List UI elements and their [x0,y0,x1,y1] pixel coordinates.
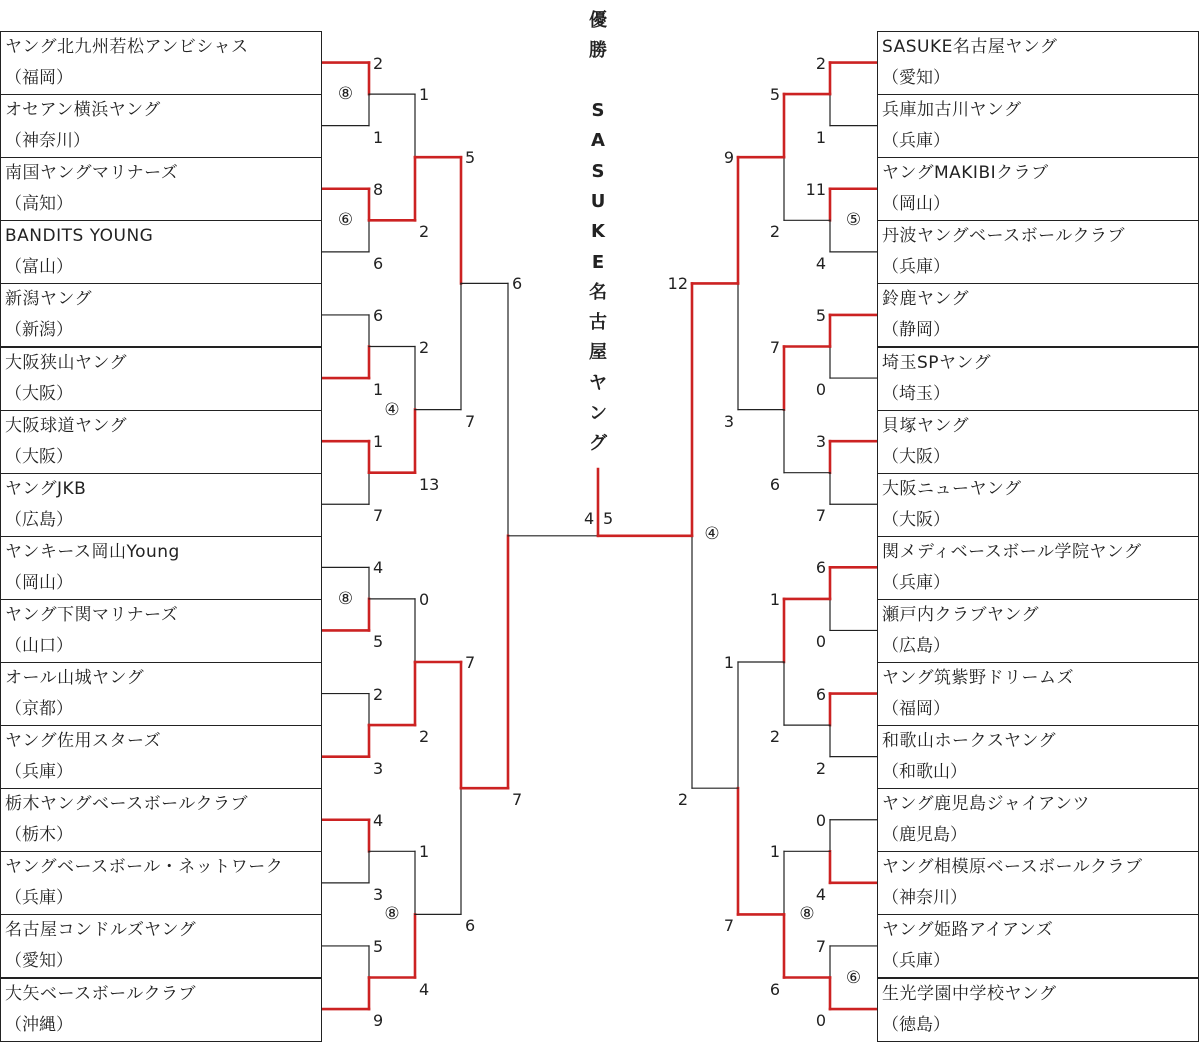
team-prefecture: （愛知） [5,951,73,972]
team-name: ヤングMAKIBIクラブ [882,163,1049,184]
team-entry [0,283,322,347]
score-value: 6 [465,916,476,936]
team-entry [0,978,322,1042]
score-value: 7 [465,653,476,672]
score-value: 1 [419,85,430,105]
team-entry [877,347,1199,411]
final-score-left: 4 [584,508,595,528]
team-name: ヤング北九州若松アンビシャス [5,37,249,57]
score-value: 6 [769,979,780,999]
champion-char: A [591,130,605,152]
score-value: 7 [769,337,780,357]
team-entry [0,536,322,600]
team-prefecture: （兵庫） [882,257,950,278]
score-value: 3 [723,411,734,431]
team-name: ヤングJKB [5,478,87,499]
team-prefecture: （福岡） [882,699,950,719]
score-value: 2 [815,53,826,73]
score-value: 4 [373,558,384,578]
seed-marker: ④ [704,523,720,544]
score-value: 1 [373,127,384,147]
score-value: 2 [373,53,384,73]
score-value: 1 [419,842,430,862]
champion-char: 名 [589,281,607,303]
team-name: ヤング相模原ベースボールクラブ [882,857,1143,878]
team-entry [0,94,322,158]
team-entry [0,347,322,411]
team-prefecture: （愛知） [882,68,950,88]
team-entry [877,94,1199,158]
team-name: 生光学園中学校ヤング [882,983,1057,1004]
team-name: ヤング姫路アイアンズ [882,920,1054,941]
team-entry [0,220,322,284]
score-value: 4 [815,884,826,904]
score-value: 4 [419,979,430,999]
title-char: 優 [589,10,607,31]
team-name: 丹波ヤングベースボールクラブ [882,226,1125,247]
seed-marker: ⑧ [384,904,400,925]
team-name: 栃木ヤングベースボールクラブ [5,794,248,815]
champion-char: U [590,190,606,212]
team-entry [877,157,1199,221]
score-value: 2 [769,222,780,242]
seed-marker: ④ [384,399,400,420]
team-prefecture: （広島） [882,635,950,656]
team-entry [877,599,1199,663]
champion-char: S [591,100,605,121]
score-value: 7 [465,411,476,431]
team-name: 新潟ヤング [5,289,92,310]
team-entry [877,536,1199,600]
team-entry [877,725,1199,789]
seed-marker: ⑥ [337,210,354,231]
team-name: 大矢ベースボールクラブ [5,983,196,1004]
score-value: 7 [815,506,826,526]
team-prefecture: （神奈川） [882,888,967,909]
team-prefecture: （栃木） [5,825,73,846]
team-prefecture: （高知） [5,194,73,215]
team-entry [0,662,322,726]
team-prefecture: （和歌山） [882,762,967,783]
team-prefecture: （兵庫） [882,951,950,972]
team-name: ヤング佐用スターズ [5,731,162,752]
score-value: 7 [512,790,523,810]
champion-char: グ [589,433,607,455]
score-value: 6 [815,558,826,578]
seed-marker: ⑧ [337,588,354,609]
team-prefecture: （富山） [5,257,73,278]
team-entry [0,725,322,789]
team-name: ヤンキース岡山Young [5,541,180,562]
score-value: 3 [815,432,826,452]
score-value: 7 [815,936,826,956]
team-name: オセアン横浜ヤング [5,100,161,121]
team-name: 兵庫加古川ヤング [882,100,1022,121]
team-entry [877,410,1199,474]
score-value: 1 [723,653,734,672]
team-name: ヤング鹿児島ジャイアンツ [882,794,1090,815]
team-prefecture: （大阪） [882,509,950,530]
score-value: 7 [373,506,384,526]
team-entry [0,788,322,852]
team-entry [0,410,322,474]
score-value: 0 [815,380,826,400]
score-value: 6 [815,684,826,704]
champion-char: K [591,221,605,243]
score-value: 0 [815,1011,826,1031]
score-value: 2 [677,790,688,810]
team-entry [877,662,1199,726]
score-value: 3 [373,758,384,778]
team-name: ヤング下関マリナーズ [5,604,179,625]
champion-char: 古 [589,312,607,334]
team-prefecture: （大阪） [5,383,73,404]
team-prefecture: （福岡） [5,68,73,88]
team-prefecture: （兵庫） [5,888,73,909]
score-value: 6 [769,474,780,494]
team-name: SASUKE名古屋ヤング [882,37,1058,57]
champion-char: S [591,160,605,182]
score-value: 5 [769,85,780,105]
team-prefecture: （新潟） [5,320,73,341]
team-name: 貝塚ヤング [882,415,969,436]
team-prefecture: （大阪） [5,446,73,467]
team-prefecture: （大阪） [882,446,950,467]
score-value: 4 [815,253,826,273]
team-name: 瀬戸内クラブヤング [882,604,1039,625]
team-entry [877,220,1199,284]
score-value: 2 [419,222,430,242]
champion-char: ン [589,403,607,424]
score-value: 2 [373,684,384,704]
score-value: 0 [815,632,826,652]
score-value: 6 [512,274,523,294]
team-name: 埼玉SPヤング [882,352,992,373]
team-entry [0,473,322,537]
score-value: 9 [723,148,734,168]
seed-marker: ⑧ [337,84,354,105]
team-prefecture: （兵庫） [5,762,73,783]
team-prefecture: （静岡） [882,320,950,341]
team-name: ヤングベースボール・ネットワーク [5,857,284,878]
team-entry [0,914,322,978]
score-value: 9 [373,1011,384,1031]
score-value: 0 [815,810,826,830]
champion-char: ヤ [589,372,607,394]
team-prefecture: （神奈川） [5,131,90,152]
team-entry [877,851,1199,915]
score-value: 12 [667,274,688,294]
final-score-right: 5 [603,508,614,528]
score-value: 2 [419,727,430,747]
score-value: 1 [769,842,780,862]
team-name: 大阪狭山ヤング [5,352,127,373]
team-entry [0,157,322,221]
champion-char: 屋 [589,342,607,364]
team-name: 名古屋コンドルズヤング [5,920,197,941]
team-prefecture: （岡山） [5,572,73,593]
score-value: 5 [465,148,476,168]
seed-marker: ⑧ [799,904,815,925]
score-value: 6 [373,305,384,325]
team-entry [0,31,322,95]
team-entry [877,978,1199,1042]
team-name: オール山城ヤング [5,668,145,688]
seed-marker: ⑥ [845,967,862,988]
score-value: 5 [815,305,826,325]
team-prefecture: （兵庫） [882,131,950,152]
team-entry [877,788,1199,852]
team-entry [0,851,322,915]
score-value: 5 [373,632,384,652]
team-prefecture: （京都） [5,699,73,719]
score-value: 5 [373,936,384,956]
team-prefecture: （沖縄） [5,1014,73,1035]
team-prefecture: （埼玉） [882,383,950,404]
score-value: 11 [805,179,826,199]
team-prefecture: （兵庫） [882,572,950,593]
team-name: 和歌山ホークスヤング [882,731,1056,752]
score-value: 7 [723,916,734,936]
team-entry [0,599,322,663]
seed-marker: ⑤ [845,210,862,231]
champion-char: E [591,251,605,273]
score-value: 3 [373,884,384,904]
score-value: 4 [373,810,384,830]
team-prefecture: （岡山） [882,194,950,215]
score-value: 1 [373,432,384,452]
team-name: 大阪ニューヤング [882,478,1022,499]
team-name: 南国ヤングマリナーズ [5,163,179,184]
score-value: 1 [815,127,826,147]
score-value: 1 [373,380,384,400]
team-name: 関メディベースボール学院ヤング [882,541,1142,562]
score-value: 6 [373,253,384,273]
team-prefecture: （広島） [5,509,73,530]
team-name: 鈴鹿ヤング [882,289,969,310]
team-prefecture: （徳島） [882,1014,950,1035]
team-entry [877,283,1199,347]
score-value: 0 [419,589,430,609]
team-entry [877,31,1199,95]
score-value: 8 [373,179,384,199]
team-entry [877,914,1199,978]
team-prefecture: （山口） [5,635,73,656]
score-value: 2 [419,337,430,357]
score-value: 2 [769,727,780,747]
team-name: 大阪球道ヤング [5,415,127,436]
team-name: BANDITS YOUNG [5,226,154,247]
score-value: 1 [769,589,780,609]
score-value: 2 [815,758,826,778]
score-value: 13 [419,474,440,494]
team-name: ヤング筑紫野ドリームズ [882,668,1074,688]
title-char: 勝 [589,40,607,61]
team-prefecture: （鹿児島） [882,825,967,846]
team-entry [877,473,1199,537]
